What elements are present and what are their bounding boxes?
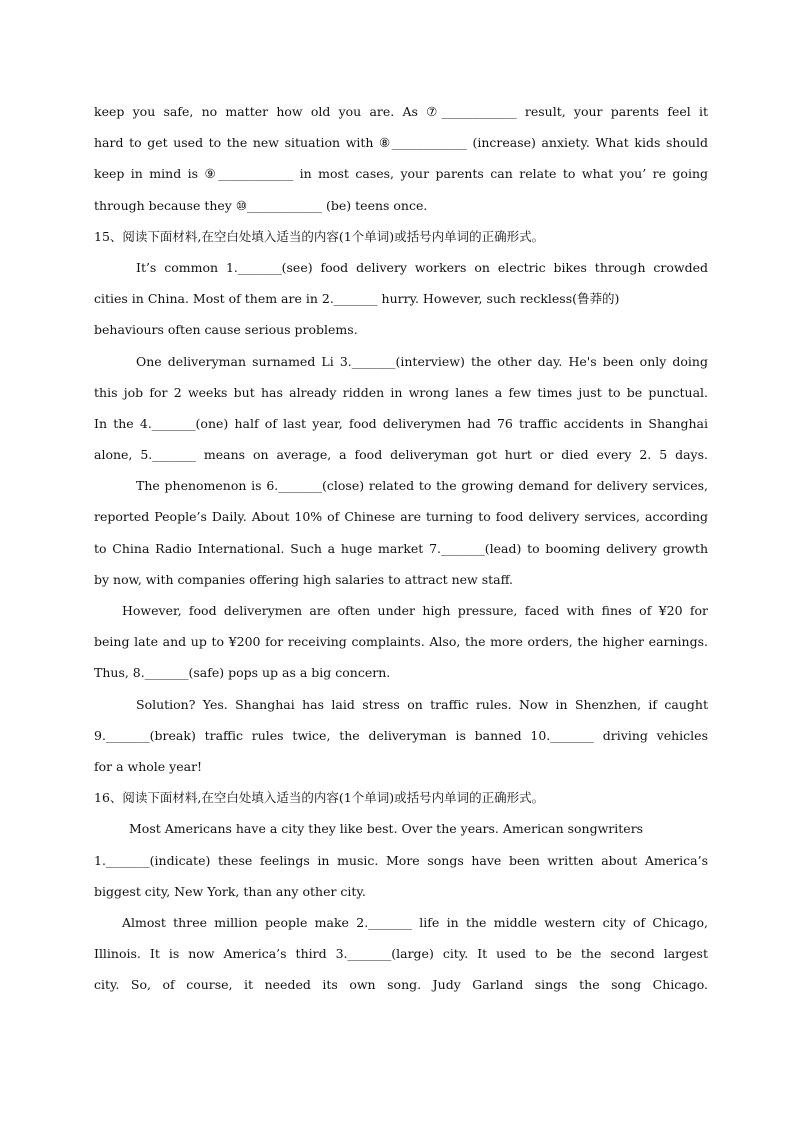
passage-line: keep you safe, no matter how old you are. As ⑦____________ result, your parents feel it	[94, 104, 708, 119]
passage-line: One deliveryman surnamed Li 3._______(interview) the other day. He's been only doing	[136, 353, 708, 369]
document-page	[94, 96, 708, 1000]
passage-line: this job for 2 weeks but has already ridden in wrong lanes a few times just to be punctual.	[94, 384, 708, 400]
passage-line: for a whole year!	[94, 758, 203, 774]
passage-line: In the 4._______(one) half of last year, food deliverymen had 76 traffic accidents in Shanghai	[94, 415, 708, 431]
passage-line: Illinois. It is now America’s third 3._______(large) city. It used to be the second largest	[94, 946, 708, 962]
passage-line: behaviours often cause serious problems.	[94, 322, 358, 338]
passage-line: by now, with companies offering high salaries to attract new staff.	[94, 571, 514, 587]
passage-line: alone, 5._______ means on average, a food deliveryman got hurt or died every 2. 5 days.	[94, 447, 708, 463]
passage-line: keep in mind is ⑨____________ in most cases, your parents can relate to what you’ re going	[94, 166, 708, 182]
passage-line: However, food deliverymen are often under high pressure, faced with fines of ¥20 for	[122, 603, 708, 618]
passage-line: being late and up to ¥200 for receiving complaints. Also, the more orders, the higher earnings.	[94, 634, 708, 650]
passage-line: city. So, of course, it needed its own song. Judy Garland sings the song Chicago.	[94, 977, 708, 993]
question-15-heading: 15、阅读下面材料,在空白处填入适当的内容(1个单词)或括号内单词的正确形式。	[94, 228, 545, 244]
passage-line: through because they ⑩____________ (be) teens once.	[94, 197, 428, 213]
question-15-passage	[94, 252, 708, 782]
passage-line: hard to get used to the new situation with ⑧____________ (increase) anxiety. What kids should	[94, 135, 708, 151]
passage-line: The phenomenon is 6._______(close) related to the growing demand for delivery services,	[136, 478, 708, 494]
question-16-passage	[94, 813, 708, 1000]
passage-line: Most Americans have a city they like best. Over the years. American songwriters	[129, 821, 644, 837]
passage-line: biggest city, New York, than any other city.	[94, 883, 366, 899]
passage-line: 1._______(indicate) these feelings in music. More songs have been written about America’s	[94, 852, 708, 868]
passage-line: to China Radio International. Such a huge market 7._______(lead) to booming delivery growth	[94, 540, 708, 556]
question-16-heading: 16、阅读下面材料,在空白处填入适当的内容(1个单词)或括号内单词的正确形式。	[94, 790, 545, 806]
passage-line: cities in China. Most of them are in 2._______ hurry. However, such reckless(鲁莽的)	[94, 291, 620, 307]
passage-line: reported People’s Daily. About 10% of Chinese are turning to food delivery services, according	[94, 509, 708, 525]
passage-line: It’s common 1._______(see) food delivery workers on electric bikes through crowded	[136, 259, 708, 275]
intro-passage	[94, 96, 708, 221]
passage-line: Thus, 8._______(safe) pops up as a big concern.	[94, 665, 391, 681]
passage-line: 9._______(break) traffic rules twice, the deliveryman is banned 10._______ driving vehicles	[94, 727, 708, 743]
passage-line: Solution? Yes. Shanghai has laid stress on traffic rules. Now in Shenzhen, if caught	[136, 696, 708, 712]
passage-line: Almost three million people make 2._______ life in the middle western city of Chicago,	[122, 914, 708, 930]
